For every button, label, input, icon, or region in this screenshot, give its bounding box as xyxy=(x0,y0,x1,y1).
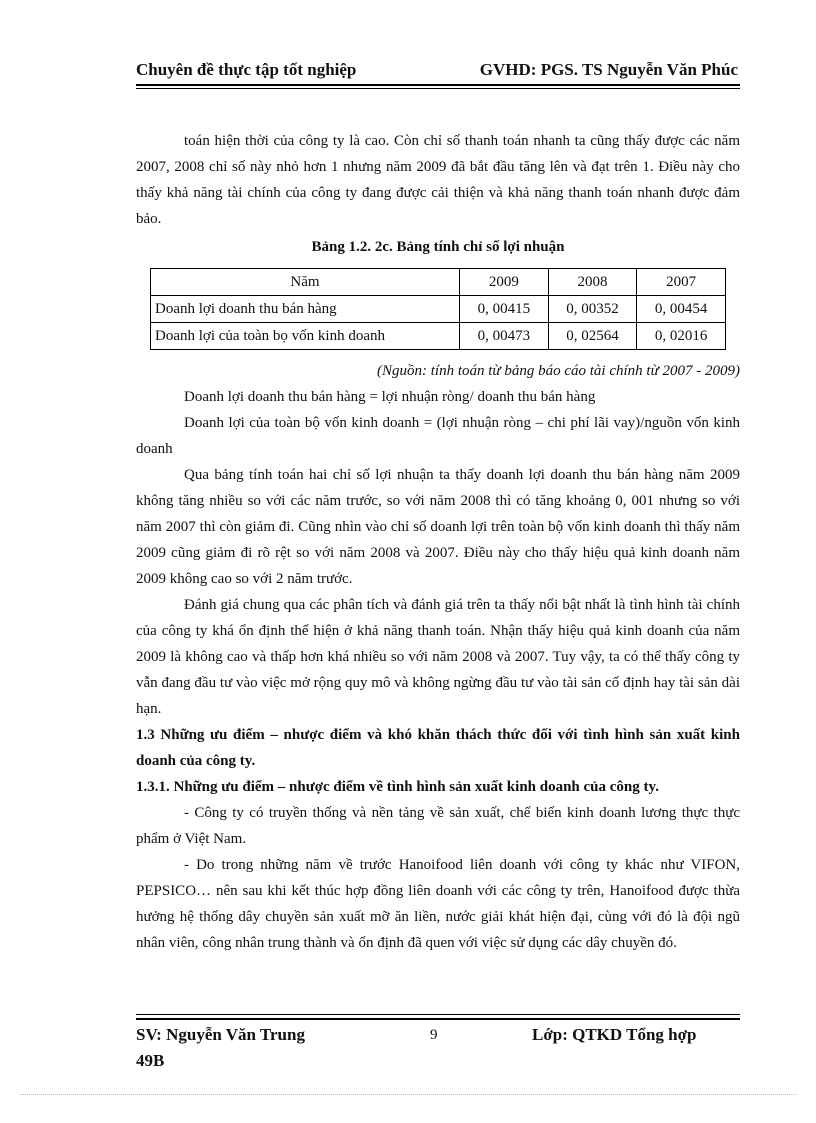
header-rule xyxy=(136,84,740,86)
footer-rule xyxy=(136,1018,740,1020)
bullet-item: - Do trong những năm về trước Hanoifood liên doanh với công ty khác như VIFON, PEPSICO… nên sau khi kết thúc hợp đồng liên doanh với các công ty trên, Hanoifood được thừa hưởng hệ thống dây chuyền sản xuất mỡ ăn liền, nước giải khát hiện đại, cùng với đó là đội ngũ nhân viên, công nhân trung thành và ổn định đã quen với việc sử dụng các dây chuyền đó. xyxy=(136,857,740,951)
header-supervisor: GVHD: PGS. TS Nguyễn Văn Phúc xyxy=(479,60,738,79)
profit-ratio-table xyxy=(150,268,726,350)
page-number: 9 xyxy=(430,1027,438,1043)
footer-student: SV: Nguyễn Văn Trung 49B xyxy=(136,1025,305,1070)
table-cell: 0, 02016 xyxy=(637,323,726,350)
section-heading: 1.3 Những ưu điểm – nhược điểm và khó khăn thách thức đối với tình hình sản xuất kinh doanh của công ty. xyxy=(136,727,740,769)
paragraph: toán hiện thời của công ty là cao. Còn chỉ số thanh toán nhanh ta cũng thấy được các năm 2007, 2008 chỉ số này nhỏ hơn 1 nhưng năm 2009 đã bắt đầu tăng lên và đạt trên 1. Điều này cho thấy khả năng tài chính của công ty đang được cải thiện và khả năng thanh toán nhanh được đảm bảo. xyxy=(136,133,740,227)
table-header-cell: 2009 xyxy=(460,269,549,296)
table-source: (Nguồn: tính toán từ bảng báo cáo tài chính từ 2007 - 2009) xyxy=(376,363,740,379)
table-cell: 0, 02564 xyxy=(548,323,637,350)
table-caption: Bảng 1.2. 2c. Bảng tính chỉ số lợi nhuận xyxy=(311,239,565,255)
table-cell: 0, 00473 xyxy=(460,323,549,350)
page-boundary xyxy=(20,1094,796,1095)
paragraph: Qua bảng tính toán hai chỉ số lợi nhuận ta thấy doanh lợi doanh thu bán hàng năm 2009 không tăng nhiều so với các năm trước, so với năm 2008 thì có tăng khoảng 0, 001 nhưng so với năm 2007 thì còn giảm đi. Cũng nhìn vào chỉ số doanh lợi trên toàn bộ vốn kinh doanh thì thấy năm 2009 cũng giảm đi rõ rệt so với năm 2008 và 2007. Điều này cho thấy hiệu quả kinh doanh năm 2009 không cao so với 2 năm trước. xyxy=(136,467,740,587)
table-cell: 0, 00415 xyxy=(460,296,549,323)
table-cell: 0, 00352 xyxy=(548,296,637,323)
table-cell: Doanh lợi của toàn bọ vốn kinh doanh xyxy=(151,323,460,350)
document-body xyxy=(136,128,740,956)
footer-rule-thin xyxy=(136,1014,740,1015)
table-row xyxy=(151,323,726,350)
table-cell: 0, 00454 xyxy=(637,296,726,323)
header-rule-thin xyxy=(136,88,740,89)
paragraph: Đánh giá chung qua các phân tích và đánh giá trên ta thấy nổi bật nhất là tình hình tài chính của công ty khá ổn định thể hiện ở khả năng thanh toán. Nhận thấy hiệu quả kinh doanh của năm 2009 là không cao và thấp hơn khá nhiều so với năm 2008 và 2007. Tuy vậy, ta có thể thấy công ty vẫn đang đầu tư vào việc mở rộng quy mô và không ngừng đầu tư vào tài sản cố định hay tài sản dài hạn. xyxy=(136,597,740,717)
paragraph: Doanh lợi doanh thu bán hàng = lợi nhuận ròng/ doanh thu bán hàng xyxy=(184,389,596,405)
bullet-item: - Công ty có truyền thống và nền tảng về sản xuất, chế biến kinh doanh lương thực thực phẩm ở Việt Nam. xyxy=(136,805,740,847)
table-row xyxy=(151,296,726,323)
paragraph: Doanh lợi của toàn bộ vốn kinh doanh = (lợi nhuận ròng – chi phí lãi vay)/nguồn vốn kinh doanh xyxy=(136,415,740,457)
table-header-row xyxy=(151,269,726,296)
table-header-cell: 2008 xyxy=(548,269,637,296)
header-title: Chuyên đề thực tập tốt nghiệp xyxy=(136,60,357,79)
footer-class: Lớp: QTKD Tổng hợp xyxy=(532,1025,697,1044)
table-header-cell: 2007 xyxy=(637,269,726,296)
table-header-cell: Năm xyxy=(151,269,460,296)
subsection-heading: 1.3.1. Những ưu điểm – nhược điểm về tình hình sản xuất kinh doanh của công ty. xyxy=(136,779,659,795)
table-cell: Doanh lợi doanh thu bán hàng xyxy=(151,296,460,323)
